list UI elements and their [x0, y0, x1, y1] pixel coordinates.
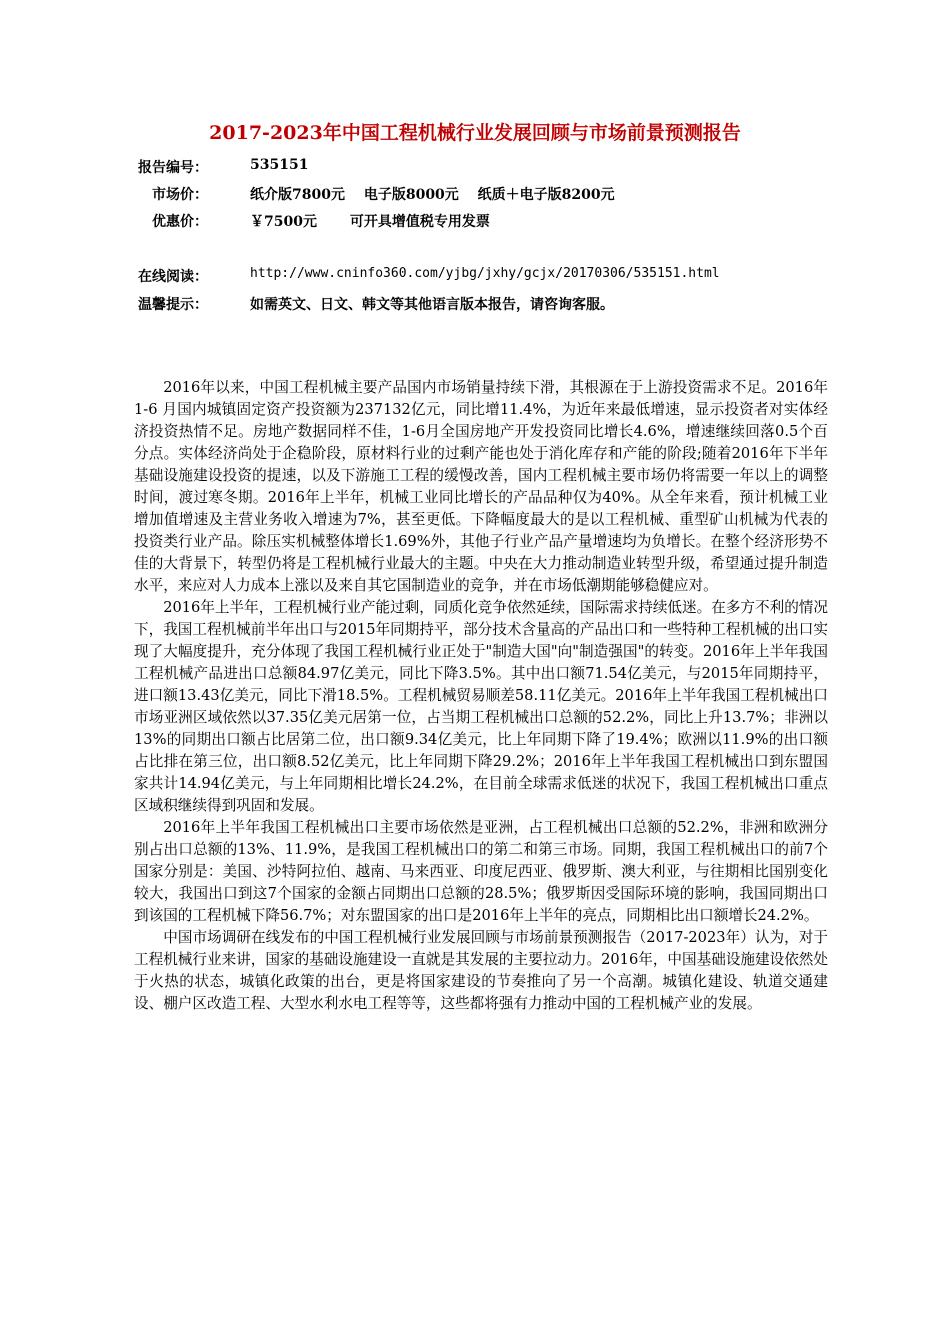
notice-label: 温馨提示：	[138, 297, 208, 313]
online-reading-label: 在线阅读：	[138, 269, 208, 285]
market-price-value: 纸介版7800元 电子版8000元 纸质＋电子版8200元	[250, 187, 615, 203]
paragraph-1: 2016年以来，中国工程机械主要产品国内市场销量持续下滑，其根源在于上游投资需求不足。2016年1-6 月国内城镇固定资产投资额为237132亿元，同比增11.4%，为近年来最低增速，显示投资者对实体经济投资热情不足。房地产数据同样不佳，1-6月全国房地产开发投资同比增长4.6%，增速继续回落0.5个百分点。实体经济尚处于企稳阶段，原材料行业的过剩产能也处于消化库存和产能的阶段;随着2016年下半年基础设施建设投资的提速，以及下游施工工程的缓慢改善，国内工程机械主要市场仍将需要一年以上的调整时间，渡过寒冬期。2016年上半年，机械工业同比增长的产品品种仅为40%。从全年来看，预计机械工业增加值增速及主营业务收入增速为7%，甚至更低。下降幅度最大的是以工程机械、重型矿山机械为代表的投资类行业产品。除压实机械整体增长1.69%外，其他子行业产品产量增速均为负增长。在整个经济形势不佳的大背景下，转型仍将是工程机械行业最大的主题。中央在大力推动制造业转型升级，希望通过提升制造水平，来应对人力成本上涨以及来自其它国制造业的竞争，并在市场低潮期能够稳健应对。	[134, 379, 828, 594]
report-number-row	[0, 157, 950, 181]
discount-price-value: ￥7500元 可开具增值税专用发票	[250, 214, 490, 230]
notice-row	[0, 294, 950, 318]
report-title: 2017-2023年中国工程机械行业发展回顾与市场前景预测报告	[209, 122, 741, 144]
market-price-row	[0, 184, 950, 208]
online-reading-row	[0, 266, 950, 290]
report-number-value: 535151	[250, 157, 309, 173]
report-number-label: 报告编号：	[138, 160, 208, 176]
discount-price-row	[0, 211, 950, 235]
paragraph-2: 2016年上半年，工程机械行业产能过剩，同质化竞争依然延续，国际需求持续低迷。在多方不利的情况下，我国工程机械前半年出口与2015年同期持平，部分技术含量高的产品出口和一些特种工程机械的出口实现了大幅度提升，充分体现了我国工程机械行业正处于"制造大国"向"制造强国"的转变。2016年上半年我国工程机械产品进出口总额84.97亿美元，同比下降3.5%。其中出口额71.54亿美元，与2015年同期持平，进口额13.43亿美元，同比下滑18.5%。工程机械贸易顺差58.11亿美元。2016年上半年我国工程机械出口市场亚洲区域依然以37.35亿美元居第一位，占当期工程机械出口总额的52.2%，同比上升13.7%；非洲以13%的同期出口额占比居第二位，出口额9.34亿美元，比上年同期下降了19.4%；欧洲以11.9%的出口额占比排在第三位，出口额8.52亿美元，比上年同期下降29.2%；2016年上半年我国工程机械出口到东盟国家共计14.94亿美元，与上年同期相比增长24.2%，在目前全球需求低迷的状况下，我国工程机械出口重点区域积继续得到巩固和发展。	[134, 599, 828, 814]
online-reading-link[interactable]: http://www.cninfo360.com/yjbg/jxhy/gcjx/20170306/535151.html	[250, 266, 720, 281]
notice-value: 如需英文、日文、韩文等其他语言版本报告，请咨询客服。	[250, 297, 614, 313]
paragraph-4: 中国市场调研在线发布的中国工程机械行业发展回顾与市场前景预测报告（2017-2023年）认为，对于工程机械行业来讲，国家的基础设施建设一直就是其发展的主要拉动力。2016年，中国基础设施建设依然处于火热的状态，城镇化政策的出台，更是将国家建设的节奏推向了另一个高潮。城镇化建设、轨道交通建设、棚户区改造工程、大型水利水电工程等等，这些都将强有力推动中国的工程机械产业的发展。	[134, 929, 828, 1012]
report-body	[134, 377, 828, 1015]
market-price-label: 市场价：	[152, 187, 208, 203]
paragraph-3: 2016年上半年我国工程机械出口主要市场依然是亚洲，占工程机械出口总额的52.2%，非洲和欧洲分别占出口总额的13%、11.9%，是我国工程机械出口的第二和第三市场。同期，我国工程机械出口的前7个国家分别是：美国、沙特阿拉伯、越南、马来西亚、印度尼西亚、俄罗斯、澳大利亚，与往期相比国别变化较大，我国出口到这7个国家的金额占同期出口总额的28.5%；俄罗斯因受国际环境的影响，我国同期出口到该国的工程机械下降56.7%；对东盟国家的出口是2016年上半年的亮点，同期相比出口额增长24.2%。	[134, 819, 828, 924]
discount-price-label: 优惠价：	[152, 214, 208, 230]
